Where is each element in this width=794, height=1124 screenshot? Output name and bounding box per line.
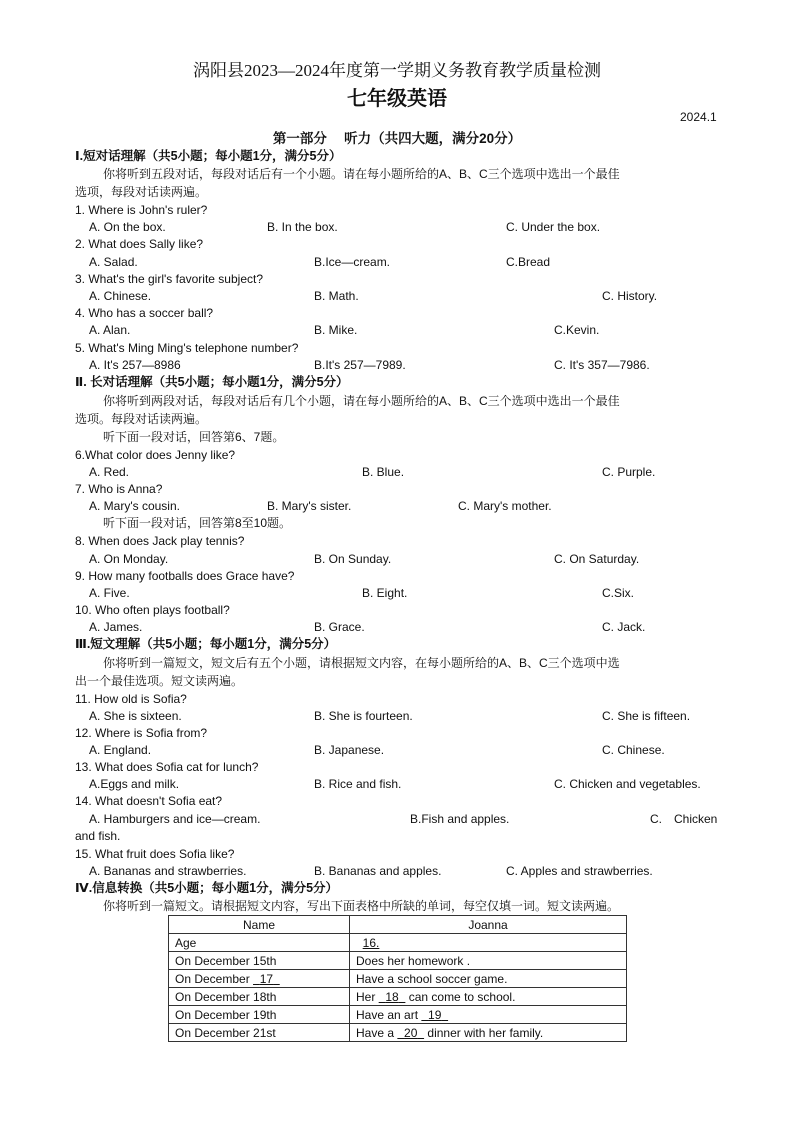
q6-option-b: B. Blue. (362, 465, 405, 479)
question-5: 5. What's Ming Ming's telephone number? (75, 341, 299, 355)
table-row (169, 988, 627, 1006)
table-row (169, 934, 627, 952)
q7-option-a: A. Mary's cousin. (89, 499, 180, 513)
q5-option-a: A. It's 257—8986 (89, 358, 181, 372)
blank-16: 16. (362, 935, 380, 950)
q12-option-b: B. Japanese. (314, 743, 385, 757)
q4-option-b: B. Mike. (314, 323, 358, 337)
question-4: 4. Who has a soccer ball? (75, 306, 214, 320)
q8-option-a: A. On Monday. (89, 552, 169, 566)
table-cell-value: Her 18 can come to school. (350, 988, 627, 1006)
q12-option-c: C. Chinese. (602, 743, 665, 757)
q1-option-c: C. Under the box. (506, 220, 601, 234)
q1-option-a: A. On the box. (89, 220, 166, 234)
section-3-instruction: 你将听到一篇短文，短文后有五个小题，请根据短文内容，在每小题所给的A、B、C三个选项中选 (103, 656, 620, 670)
q5-option-b: B.It's 257—7989. (314, 358, 406, 372)
section-1-instruction: 你将听到五段对话，每段对话后有一个小题。请在每小题所给的A、B、C三个选项中选出一个最佳 (103, 167, 620, 181)
table-cell-value: Have a 20 dinner with her family. (350, 1024, 627, 1042)
section-2-note-2: 听下面一段对话，回答第8至10题。 (103, 516, 292, 530)
table-cell-value: Have a school soccer game. (350, 970, 627, 988)
q9-option-b: B. Eight. (362, 586, 408, 600)
table-cell-value: Does her homework . (350, 952, 627, 970)
info-table (168, 915, 627, 1042)
q9-option-c: C.Six. (602, 586, 635, 600)
q2-option-c: C.Bread (506, 255, 551, 269)
q4-option-c: C.Kevin. (554, 323, 600, 337)
question-9: 9. How many footballs does Grace have? (75, 569, 295, 583)
q15-option-a: A. Bananas and strawberries. (89, 864, 247, 878)
question-3: 3. What's the girl's favorite subject? (75, 272, 263, 286)
q6-option-a: A. Red. (89, 465, 130, 479)
q7-option-c: C. Mary's mother. (458, 499, 552, 513)
table-row (169, 1006, 627, 1024)
section-2-instruction-cont: 选项。每段对话读两遍。 (75, 412, 208, 426)
q3-option-c: C. History. (602, 289, 658, 303)
q13-option-a: A.Eggs and milk. (89, 777, 180, 791)
table-row (169, 952, 627, 970)
q8-option-b: B. On Sunday. (314, 552, 392, 566)
q12-option-a: A. England. (89, 743, 152, 757)
table-cell-label: On December 17 (169, 970, 350, 988)
exam-title: 涡阳县2023—2024年度第一学期义务教育教学质量检测 (193, 61, 601, 80)
q5-option-c: C. It's 357—7986. (554, 358, 650, 372)
question-14: 14. What doesn't Sofia eat? (75, 794, 223, 808)
q6-option-c: C. Purple. (602, 465, 656, 479)
table-cell-value: Have an art 19 (350, 1006, 627, 1024)
table-cell-label: On December 19th (169, 1006, 350, 1024)
question-2: 2. What does Sally like? (75, 237, 204, 251)
question-12: 12. Where is Sofia from? (75, 726, 208, 740)
q2-option-a: A. Salad. (89, 255, 138, 269)
q13-option-b: B. Rice and fish. (314, 777, 402, 791)
table-row (169, 970, 627, 988)
section-2-note-1: 听下面一段对话，回答第6、7题。 (103, 430, 285, 444)
table-header-row (169, 916, 627, 934)
q11-option-b: B. She is fourteen. (314, 709, 413, 723)
q10-option-b: B. Grace. (314, 620, 365, 634)
section-2-instruction: 你将听到两段对话，每段对话后有几个小题，请在每小题所给的A、B、C三个选项中选出一个最佳 (103, 394, 620, 408)
section-2-heading: Ⅱ. 长对话理解（共5小题；每小题1分，满分5分） (75, 375, 349, 389)
section-1-instruction-cont: 选项，每段对话读两遍。 (75, 185, 208, 199)
exam-date: 2024.1 (680, 110, 717, 124)
q3-option-b: B. Math. (314, 289, 359, 303)
question-10: 10. Who often plays football? (75, 603, 230, 617)
q15-option-b: B. Bananas and apples. (314, 864, 442, 878)
table-cell-label: On December 21st (169, 1024, 350, 1042)
part-heading: 第一部分 听力（共四大题，满分20分） (272, 131, 522, 146)
table-header-joanna: Joanna (350, 916, 627, 934)
question-13: 13. What does Sofia cat for lunch? (75, 760, 259, 774)
blank-19: 19 (428, 1007, 442, 1022)
table-cell-label: On December 18th (169, 988, 350, 1006)
q13-option-c: C. Chicken and vegetables. (554, 777, 701, 791)
question-7: 7. Who is Anna? (75, 482, 163, 496)
table-cell-label: Age (169, 934, 350, 952)
table-row (169, 1024, 627, 1042)
question-8: 8. When does Jack play tennis? (75, 534, 245, 548)
q14-option-b: B.Fish and apples. (410, 812, 510, 826)
table-header-name: Name (169, 916, 350, 934)
q11-option-c: C. She is fifteen. (602, 709, 691, 723)
section-1-heading: Ⅰ.短对话理解（共5小题；每小题1分，满分5分） (75, 149, 342, 163)
q3-option-a: A. Chinese. (89, 289, 152, 303)
blank-17: 17 (259, 971, 274, 986)
table-cell-value (350, 934, 627, 952)
q15-option-c: C. Apples and strawberries. (506, 864, 653, 878)
blank-18: 18 (385, 989, 399, 1004)
q1-option-b: B. In the box. (267, 220, 338, 234)
question-11: 11. How old is Sofia? (75, 692, 187, 706)
blank-20: 20 (404, 1025, 418, 1040)
question-1: 1. Where is John's ruler? (75, 203, 208, 217)
q10-option-c: C. Jack. (602, 620, 646, 634)
q11-option-a: A. She is sixteen. (89, 709, 182, 723)
q14-option-a: A. Hamburgers and ice—cream. (89, 812, 261, 826)
q14-option-c-cont: and fish. (75, 829, 121, 843)
q10-option-a: A. James. (89, 620, 143, 634)
question-15: 15. What fruit does Sofia like? (75, 847, 235, 861)
table-cell-label: On December 15th (169, 952, 350, 970)
q8-option-c: C. On Saturday. (554, 552, 640, 566)
q14-option-c: C. Chicken (650, 812, 718, 826)
section-3-heading: Ⅲ.短文理解（共5小题；每小题1分，满分5分） (75, 637, 337, 651)
exam-subtitle: 七年级英语 (347, 86, 447, 110)
q4-option-a: A. Alan. (89, 323, 131, 337)
q9-option-a: A. Five. (89, 586, 130, 600)
section-4-heading: Ⅳ.信息转换（共5小题；每小题1分，满分5分） (75, 881, 339, 895)
q2-option-b: B.Ice—cream. (314, 255, 391, 269)
q7-option-b: B. Mary's sister. (267, 499, 352, 513)
section-4-instruction: 你将听到一篇短文。请根据短文内容，写出下面表格中所缺的单词，每空仅填一词。短文读两遍。 (103, 899, 620, 913)
section-3-instruction-cont: 出一个最佳选项。短文读两遍。 (75, 674, 244, 688)
question-6: 6.What color does Jenny like? (75, 448, 236, 462)
